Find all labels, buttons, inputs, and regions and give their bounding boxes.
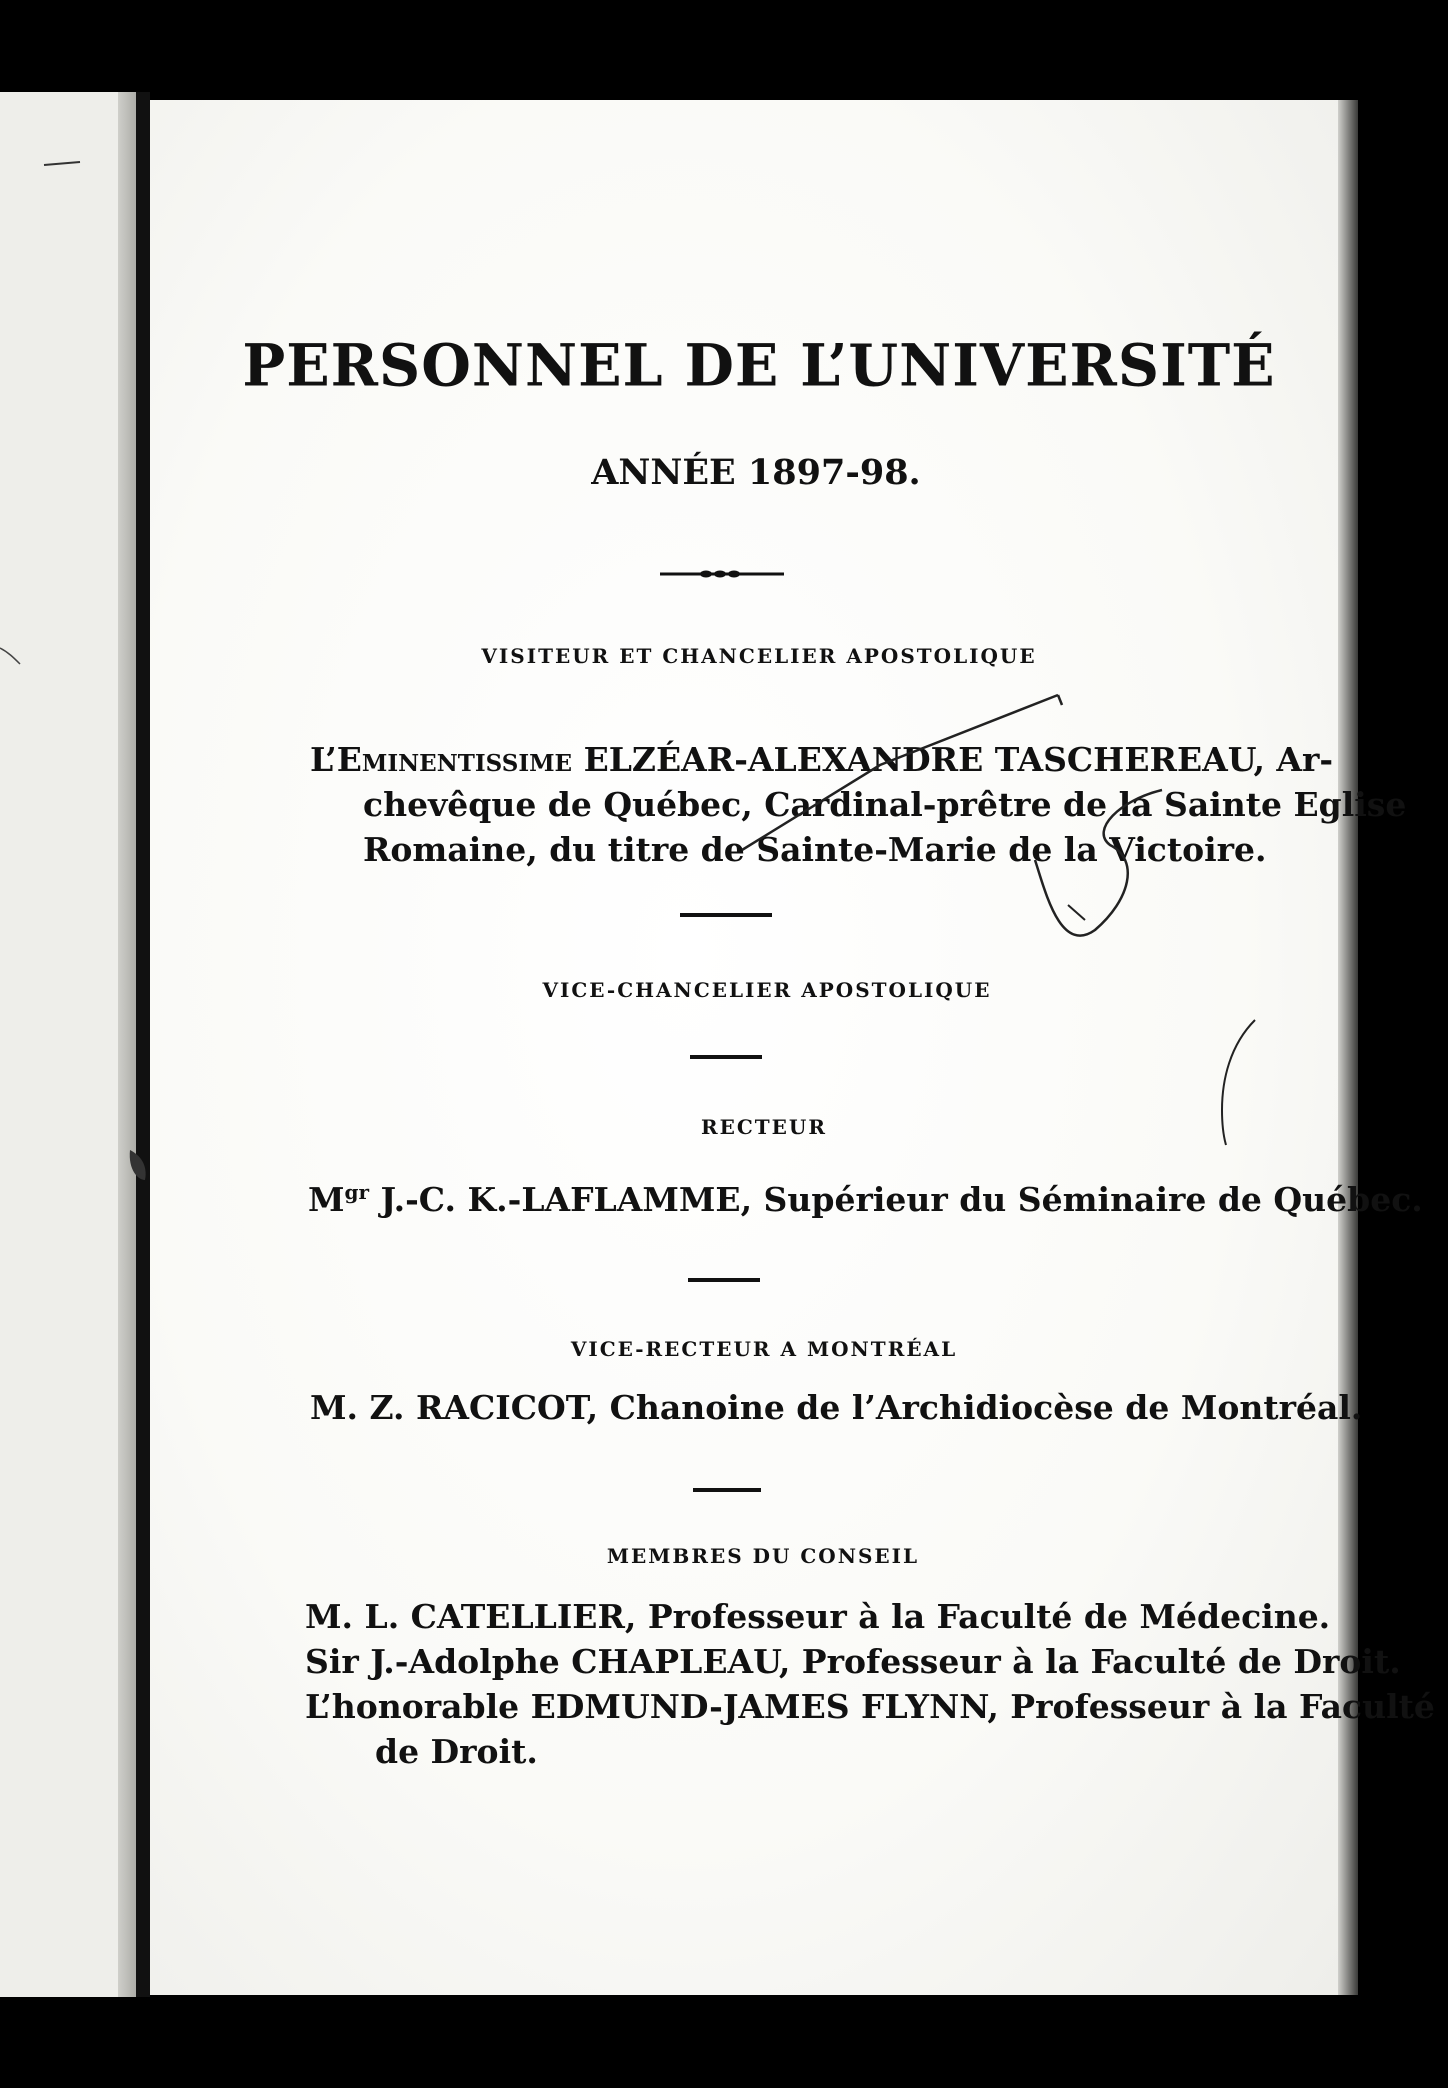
recteur-rest: J.-C. K.-LAFLAMME, Supérieur du Séminaire de Québec. xyxy=(369,1180,1423,1219)
heading-vice-chancelier: VICE-CHANCELIER APOSTOLIQUE xyxy=(542,978,992,1002)
recteur-prefix: M xyxy=(308,1180,345,1219)
page-title: PERSONNEL DE L’UNIVERSITÉ xyxy=(242,331,1276,400)
section-rule xyxy=(690,1055,762,1059)
visiteur-rest: ELZÉAR-ALEXANDRE TASCHEREAU, Ar- xyxy=(572,740,1334,779)
visiteur-prefix: L’ xyxy=(310,740,337,779)
visiteur-honorific: Eminentissime xyxy=(336,740,573,779)
section-rule xyxy=(688,1278,760,1282)
visiteur-line-2: chevêque de Québec, Cardinal-prêtre de la Sainte Eglise xyxy=(363,785,1407,824)
recteur-sup: gr xyxy=(344,1180,370,1204)
vice-recteur-line: M. Z. RACICOT, Chanoine de l’Archidiocèse de Montréal. xyxy=(310,1388,1363,1427)
heading-vice-recteur: VICE-RECTEUR A MONTRÉAL xyxy=(570,1337,958,1361)
recteur-line xyxy=(308,1170,1423,1222)
visiteur-line-1 xyxy=(310,738,1333,782)
page-subtitle: ANNÉE 1897-98. xyxy=(591,452,921,493)
heading-recteur: RECTEUR xyxy=(701,1115,827,1139)
section-rule xyxy=(680,913,772,917)
book-gutter xyxy=(136,92,150,1997)
conseil-line-1: M. L. CATELLIER, Professeur à la Faculté de Médecine. xyxy=(305,1597,1331,1636)
conseil-line-2: Sir J.-Adolphe CHAPLEAU, Professeur à la Faculté de Droit. xyxy=(305,1642,1401,1681)
section-rule xyxy=(693,1488,761,1492)
heading-membres-conseil: MEMBRES DU CONSEIL xyxy=(606,1544,920,1568)
page-content xyxy=(150,100,1435,1995)
heading-visiteur: VISITEUR ET CHANCELIER APOSTOLIQUE xyxy=(481,644,1037,668)
conseil-line-3: L’honorable EDMUND-JAMES FLYNN, Professeur à la Faculté xyxy=(305,1687,1435,1726)
visiteur-line-3: Romaine, du titre de Sainte-Marie de la Victoire. xyxy=(363,830,1267,869)
conseil-line-4: de Droit. xyxy=(375,1732,538,1771)
ornamental-rule xyxy=(660,569,784,579)
